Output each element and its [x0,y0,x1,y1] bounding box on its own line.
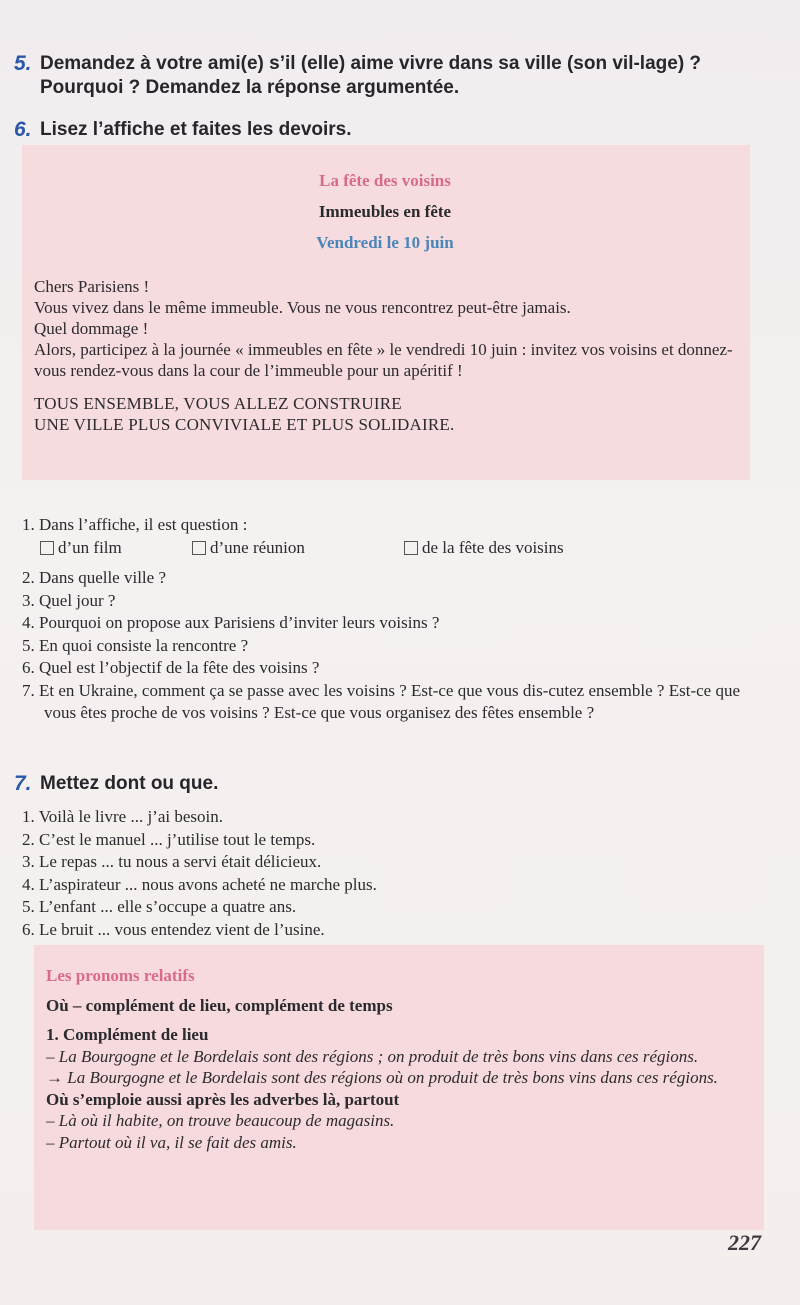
answer-choices [22,537,767,560]
exercise-7-items [22,806,767,941]
question: 1. Dans l’affiche, il est question : [22,515,248,534]
poster [22,145,750,480]
choice-label: de la fête des voisins [422,537,564,557]
grammar-note: Où s’emploie aussi après les adverbes là, partout [46,1089,400,1109]
poster-line: Alors, participez à la journée « immeubles en fête » le vendredi 10 juin : invitez vos voisins et donnez-vous rendez-vous dans la cour de l’immeuble pour un apéritif ! [34,340,733,380]
exercise-instruction: Demandez à votre ami(e) s’il (elle) aime vivre dans sa ville (son vil-lage) ? Pourquoi ? Demandez la réponse argumentée. [40,53,702,98]
exercise-6 [14,118,760,143]
page-number: 227 [728,1230,761,1255]
grammar-example: – Partout où il va, il se fait des amis. [46,1132,297,1152]
question: 4. Pourquoi on propose aux Parisiens d’inviter leurs voisins ? [22,613,440,632]
checkbox[interactable] [192,541,206,555]
questions-list [22,514,767,725]
poster-date: Vendredi le 10 juin [316,233,454,252]
grammar-example: – Là où il habite, on trouve beaucoup de magasins. [46,1111,395,1130]
exercise-number: 7. [14,772,32,795]
choice-fete[interactable] [404,537,564,560]
choice-reunion[interactable] [192,537,404,560]
grammar-box [34,945,764,1230]
exercise-item: 4. L’aspirateur ... nous avons acheté ne marche plus. [22,874,377,894]
question: 7. Et en Ukraine, comment ça se passe avec les voisins ? Est-ce que vous dis-cutez ensemble ? Est-ce que vous êtes proche de vos voisins ? Est-ce que vous organisez des fêtes ensemble ? [22,680,740,722]
exercise-item: 1. Voilà le livre ... j’ai besoin. [22,807,223,826]
grammar-subheading: 1. Complément de lieu [46,1025,209,1044]
poster-line: Vous vivez dans le même immeuble. Vous ne vous rencontrez peut-être jamais. [34,298,571,317]
exercise-item: 3. Le repas ... tu nous a servi était délicieux. [22,852,322,871]
poster-line: Chers Parisiens ! [34,277,150,296]
checkbox[interactable] [404,541,418,555]
question: 6. Quel est l’objectif de la fête des voisins ? [22,658,320,677]
exercise-number: 6. [14,118,32,141]
poster-body [34,276,736,381]
exercise-5 [14,52,740,100]
choice-label: d’un film [58,537,122,557]
exercise-7 [14,772,760,797]
grammar-title: Les pronoms relatifs [46,966,195,985]
poster-slogan-line: TOUS ENSEMBLE, VOUS ALLEZ CONSTRUIRE [34,394,402,413]
grammar-example: – La Bourgogne et le Bordelais sont des régions ; on produit de très bons vins dans ces régions. [46,1046,699,1066]
grammar-example: → La Bourgogne et le Bordelais sont des régions où on produit de très bons vins dans ces régions. [46,1068,718,1087]
question: 2. Dans quelle ville ? [22,568,166,587]
exercise-item: 6. Le bruit ... vous entendez vient de l’usine. [22,919,325,939]
choice-label: d’une réunion [210,537,305,557]
poster-slogan [34,393,736,435]
exercise-instruction: Lisez l’affiche et faites les devoirs. [40,119,352,140]
exercise-instruction: Mettez dont ou que. [40,773,219,794]
exercise-item: 5. L’enfant ... elle s’occupe a quatre ans. [22,897,297,916]
grammar-heading: Où – complément de lieu, complément de temps [46,995,393,1015]
question: 3. Quel jour ? [22,590,116,610]
poster-line: Quel dommage ! [34,319,149,338]
exercise-item: 2. C’est le manuel ... j’utilise tout le temps. [22,829,316,849]
poster-subtitle: Immeubles en fête [318,202,452,221]
question: 5. En quoi consiste la rencontre ? [22,635,249,655]
choice-film[interactable] [40,537,192,560]
poster-title: La fête des voisins [319,171,451,190]
checkbox[interactable] [40,541,54,555]
exercise-number: 5. [14,52,32,75]
poster-slogan-line: UNE VILLE PLUS CONVIVIALE ET PLUS SOLIDAIRE. [34,415,455,434]
